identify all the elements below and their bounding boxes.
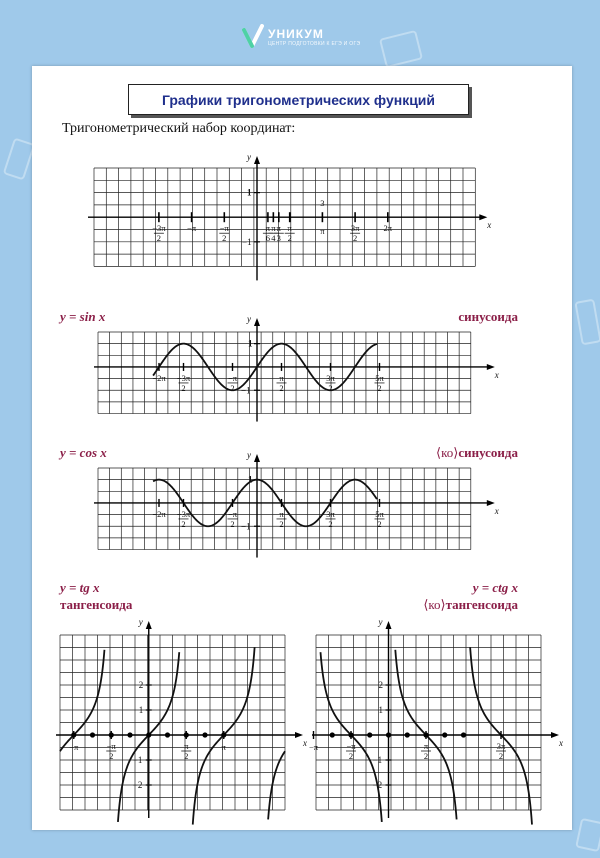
tick-label: 3π <box>496 741 506 751</box>
tick-label: π <box>271 223 276 234</box>
background-decoration <box>575 818 600 852</box>
x-axis-label: x <box>559 738 563 748</box>
background-decoration <box>3 138 36 181</box>
tick-label: −π <box>227 372 238 383</box>
zero-point <box>146 732 151 737</box>
tick-label: −3π <box>152 223 166 234</box>
tick-label: π <box>279 372 284 383</box>
x-axis-arrow <box>487 364 495 370</box>
zero-point <box>367 732 372 737</box>
tick-label: −3π <box>176 508 191 519</box>
tick-label: 3π <box>350 223 360 234</box>
zero-point <box>461 732 466 737</box>
y-tick-label: 2 <box>138 680 144 690</box>
sine-graph <box>82 316 512 416</box>
y-tick-label: −2 <box>372 780 383 790</box>
tick-label: 2π <box>383 223 393 234</box>
x-axis-label: x <box>494 505 499 516</box>
zero-point <box>423 732 428 737</box>
tick-label: 2 <box>222 233 227 244</box>
coordinate-grid-graph <box>80 146 520 302</box>
y-tick-label: 1 <box>247 187 252 198</box>
ctg-prefix: ⟨ко⟩ <box>423 597 446 612</box>
y-axis-label: y <box>378 617 383 627</box>
tick-label: 2 <box>279 382 284 393</box>
zero-point <box>165 732 170 737</box>
tick-label: 2 <box>328 518 333 529</box>
zero-point <box>348 732 353 737</box>
tick-label: 3 <box>276 233 281 244</box>
y-tick-label: 1 <box>248 474 253 485</box>
tick-label: −π <box>106 741 116 751</box>
y-axis-label: y <box>247 152 251 162</box>
cotangent-graph <box>306 617 563 807</box>
tick-label: 2 <box>184 751 189 761</box>
tick-label: π <box>221 742 226 752</box>
page-title: Графики тригонометрических функций <box>161 91 436 108</box>
ctg-curve-name <box>423 597 518 613</box>
tick-label: −π <box>187 223 197 234</box>
tick-label: π <box>320 226 325 237</box>
y-axis-label: y <box>138 617 143 627</box>
tick-label: 2 <box>181 518 186 529</box>
y-axis-arrow <box>386 621 392 629</box>
tick-label: 4 <box>271 233 276 244</box>
y-axis-arrow <box>146 621 152 629</box>
tick-label: 2 <box>230 518 235 529</box>
tick-label: 2 <box>423 751 429 761</box>
subtitle: Тригонометрический набор координат: <box>62 121 296 136</box>
y-tick-label: −2 <box>132 780 143 790</box>
tick-label: 2 <box>109 751 114 761</box>
logo-check-icon <box>242 24 264 50</box>
title-box <box>128 84 469 115</box>
brand-logo <box>242 22 360 52</box>
y-axis-arrow <box>254 318 260 326</box>
tick-label: 2 <box>279 518 284 529</box>
tick-label: −π <box>227 508 238 519</box>
zero-point <box>71 732 76 737</box>
background-decoration <box>574 299 600 346</box>
zero-point <box>442 732 447 737</box>
sin-function-label: y = sin x <box>60 309 106 324</box>
tick-label: π <box>265 223 271 234</box>
tick-label: 3π <box>326 372 335 383</box>
zero-point <box>405 732 410 737</box>
zero-point <box>386 732 391 737</box>
cos-function-label: y = cos x <box>60 445 107 460</box>
y-tick-label: −1 <box>241 385 251 396</box>
x-axis-arrow <box>487 500 495 506</box>
x-axis-arrow <box>479 214 487 220</box>
y-tick-label: −1 <box>242 236 252 247</box>
zero-point <box>330 732 335 737</box>
tick-label: 2 <box>498 751 504 761</box>
tick-label: −2π <box>152 508 166 519</box>
x-axis-label: x <box>487 220 492 231</box>
x-axis-label: x <box>494 369 499 380</box>
tick-label: π <box>279 508 284 519</box>
tangent-graph <box>50 617 307 807</box>
y-axis-arrow <box>254 454 260 462</box>
tick-label: π <box>276 223 281 234</box>
tick-label: 3π <box>326 508 335 519</box>
x-axis-label: x <box>303 738 307 748</box>
tick-label: 3 <box>320 198 325 209</box>
tick-label: 2 <box>377 382 382 393</box>
tick-label: 2 <box>352 233 358 244</box>
y-axis-arrow <box>254 156 260 164</box>
y-axis-label: y <box>247 314 251 324</box>
tick-label: 2 <box>287 233 292 244</box>
zero-point <box>90 732 95 737</box>
y-tick-label: −1 <box>241 521 251 532</box>
y-tick-label: 1 <box>378 705 383 715</box>
tick-label: 6 <box>265 233 271 244</box>
tick-label: −3π <box>176 372 191 383</box>
tick-label: 2 <box>156 233 162 244</box>
background-decoration <box>379 30 423 68</box>
tick-label: −π <box>69 742 79 752</box>
y-tick-label: 1 <box>138 705 144 715</box>
y-tick-label: 2 <box>378 680 383 690</box>
y-tick-label: 1 <box>248 338 253 349</box>
sin-curve-name: синусоида <box>458 309 518 324</box>
tick-label: 2 <box>348 751 354 761</box>
tick-label: 2 <box>181 382 186 393</box>
zero-point <box>221 732 226 737</box>
tick-label: 5π <box>375 508 384 519</box>
cos-prefix: ⟨ко⟩ <box>436 445 459 460</box>
cosine-graph <box>82 452 512 552</box>
tick-label: 2 <box>230 382 235 393</box>
tg-curve-name: тангенсоида <box>60 597 133 612</box>
tick-label: −π <box>346 741 356 751</box>
tick-label: −π <box>219 223 229 234</box>
brand-name: УНИКУМ <box>268 26 324 41</box>
zero-point <box>202 732 207 737</box>
tick-label: 5π <box>375 372 384 383</box>
ctg-name: тангенсоида <box>445 597 518 612</box>
tick-label: 2 <box>328 382 333 393</box>
y-axis-label: y <box>247 450 251 460</box>
brand-tagline: ЦЕНТР ПОДГОТОВКИ К ЕГЭ И ОГЭ <box>268 40 361 47</box>
tick-label: 2 <box>377 518 382 529</box>
zero-point <box>127 732 132 737</box>
ctg-function-label: y = ctg x <box>472 580 518 595</box>
tick-label: −π <box>308 742 319 752</box>
tick-label: π <box>423 741 429 751</box>
tg-function-label: y = tg x <box>60 580 100 595</box>
zero-point <box>109 732 114 737</box>
y-tick-label: −1 <box>372 755 383 765</box>
tick-label: π <box>184 741 189 751</box>
zero-point <box>184 732 189 737</box>
y-tick-label: −1 <box>132 755 143 765</box>
cos-name: синусоида <box>458 445 518 460</box>
tick-label: π <box>287 223 292 234</box>
tick-label: −2π <box>152 372 166 383</box>
